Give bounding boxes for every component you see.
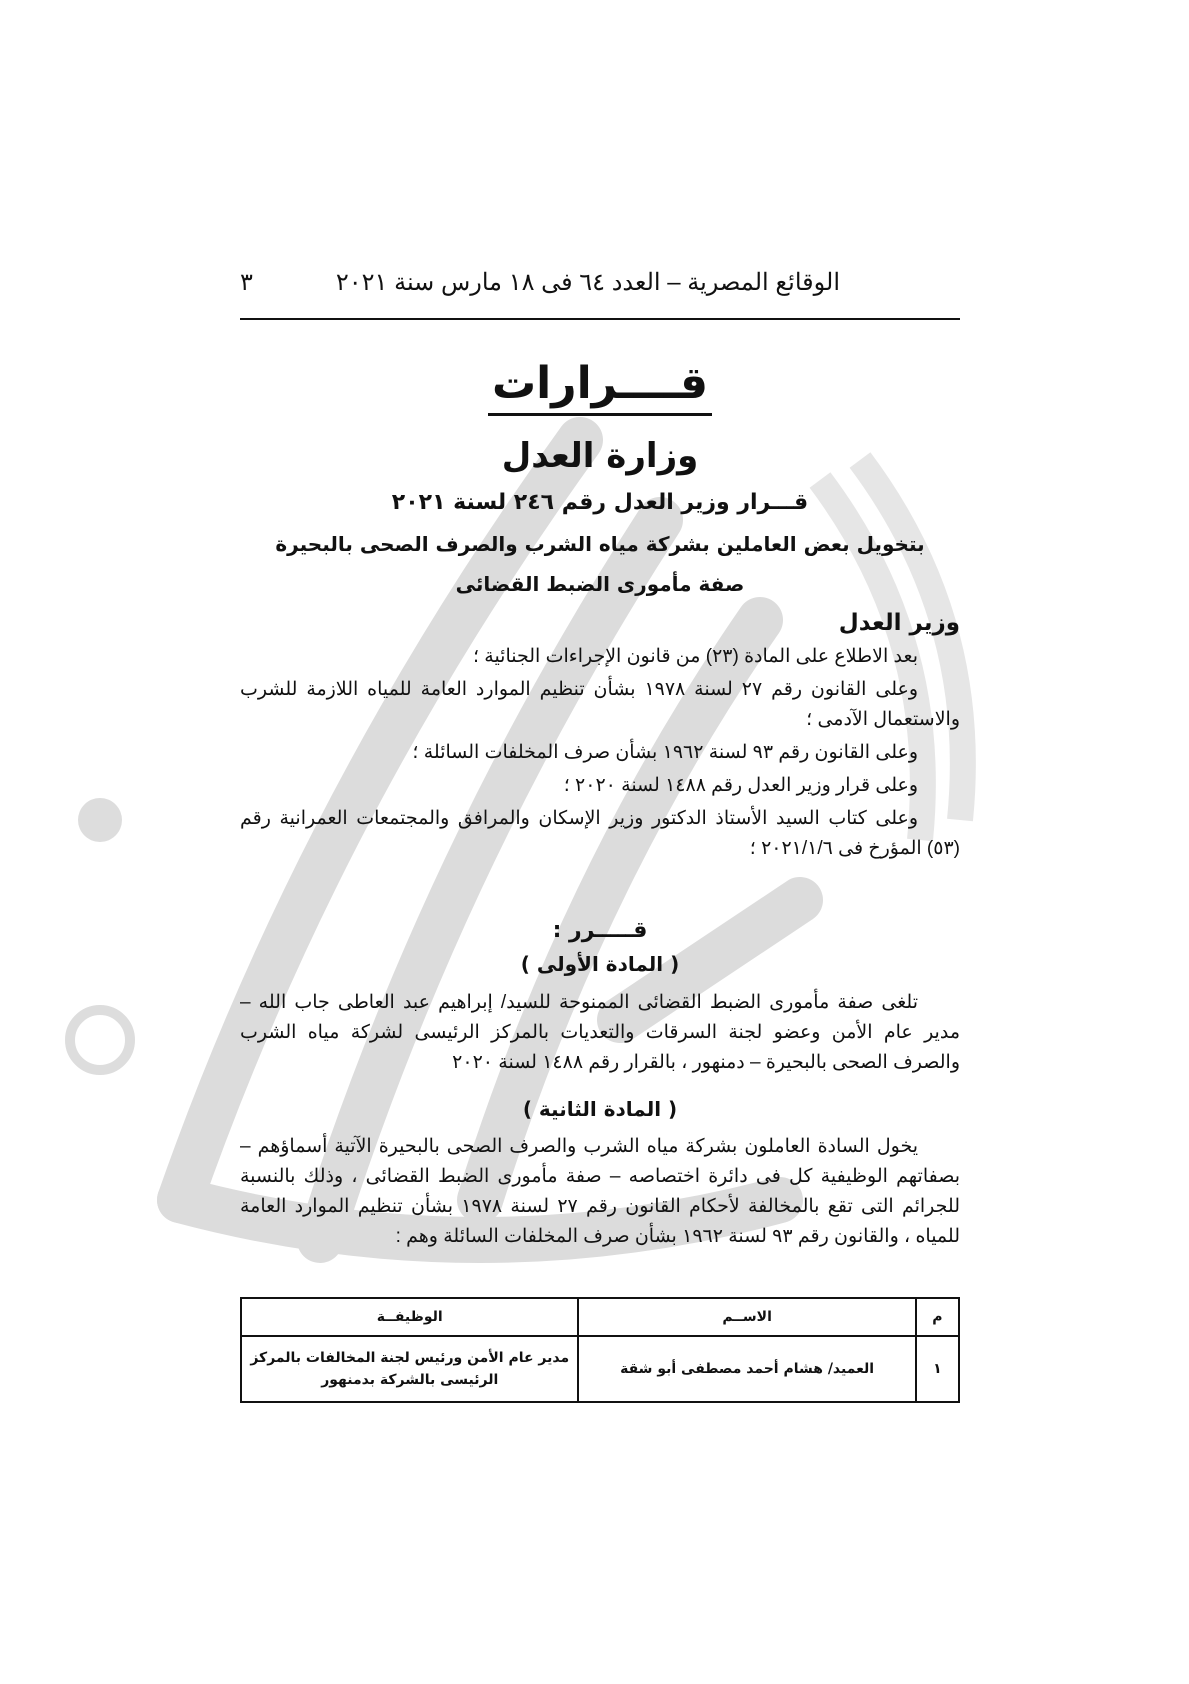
preamble	[240, 642, 960, 867]
preamble-paragraph: بعد الاطلاع على المادة (٢٣) من قانون الإجراءات الجنائية ؛	[472, 646, 918, 667]
decree-subtitle-line2: صفة مأمورى الضبط القضائى	[455, 572, 745, 596]
ministry-heading: وزارة العدل	[501, 436, 699, 476]
section-title	[240, 358, 960, 416]
article-1-body	[240, 988, 960, 1081]
publication-line: الوقائع المصرية – العدد ٦٤ فى ١٨ مارس سنة ٢٠٢١	[335, 269, 840, 296]
article-1-text: تلغى صفة مأمورى الضبط القضائى الممنوحة للسيد/ إبراهيم عبد العاطى جاب الله – مدير عام الأمن وعضو لجنة السرقات والتعديات بالمركز الرئيسى لشركة مياه الشرب والصرف الصحى بالبحيرة – دمنهور ، بالقرار رقم ١٤٨٨ لسنة ٢٠٢٠	[240, 992, 960, 1073]
minister-heading: وزير العدل	[838, 610, 960, 636]
table-header-row	[241, 1298, 959, 1336]
article-2-text: يخول السادة العاملون بشركة مياه الشرب والصرف الصحى بالبحيرة الآتية أسماؤهم – بصفاتهم الوظيفية كل فى دائرة اختصاصه – صفة مأمورى الضبط القضائى ، وذلك بالنسبة للجرائم التى تقع بالمخالفة لأحكام القانون رقم ٢٧ لسنة ١٩٧٨ بشأن تنظيم الموارد العامة للمياه ، والقانون رقم ٩٣ لسنة ١٩٦٢ بشأن صرف المخلفات السائلة وهم :	[240, 1136, 960, 1247]
header-name: الاســم	[578, 1298, 915, 1336]
appointees-table-wrapper	[240, 1297, 960, 1403]
appointees-table	[240, 1297, 960, 1403]
section-title-text: قــــرارات	[488, 358, 712, 416]
preamble-paragraph: وعلى القانون رقم ٢٧ لسنة ١٩٧٨ بشأن تنظيم الموارد العامة للمياه اللازمة للشرب والاستعمال الآدمى ؛	[240, 679, 960, 730]
page-number: ٣	[240, 269, 253, 296]
header-divider	[240, 318, 960, 320]
cell-num: ١	[916, 1336, 959, 1402]
preamble-paragraph: وعلى كتاب السيد الأستاذ الدكتور وزير الإسكان والمرافق والمجتمعات العمرانية رقم (٥٣) المؤرخ فى ٢٠٢١/١/٦ ؛	[240, 808, 960, 859]
cell-job: مدير عام الأمن ورئيس لجنة المخالفات بالمركز الرئيسى بالشركة بدمنهور	[241, 1336, 578, 1402]
decree-title: قـــرار وزير العدل رقم ٢٤٦ لسنة ٢٠٢١	[391, 490, 809, 515]
article-2-title: ( المادة الثانية )	[522, 1097, 678, 1121]
preamble-paragraph: وعلى قرار وزير العدل رقم ١٤٨٨ لسنة ٢٠٢٠ ؛	[563, 775, 918, 796]
table-row	[241, 1336, 959, 1402]
decree-subtitle-line1: بتخويل بعض العاملين بشركة مياه الشرب والصرف الصحى بالبحيرة	[275, 532, 925, 556]
page-header	[240, 268, 960, 308]
article-1-title: ( المادة الأولى )	[520, 952, 680, 976]
cell-name: العميد/ هشام أحمد مصطفى أبو شقة	[578, 1336, 915, 1402]
header-num: م	[916, 1298, 959, 1336]
preamble-paragraph: وعلى القانون رقم ٩٣ لسنة ١٩٦٢ بشأن صرف المخلفات السائلة ؛	[412, 742, 918, 763]
header-job: الوظيفــة	[241, 1298, 578, 1336]
article-2-body	[240, 1132, 960, 1255]
decides-heading: قـــــرر :	[552, 918, 648, 943]
